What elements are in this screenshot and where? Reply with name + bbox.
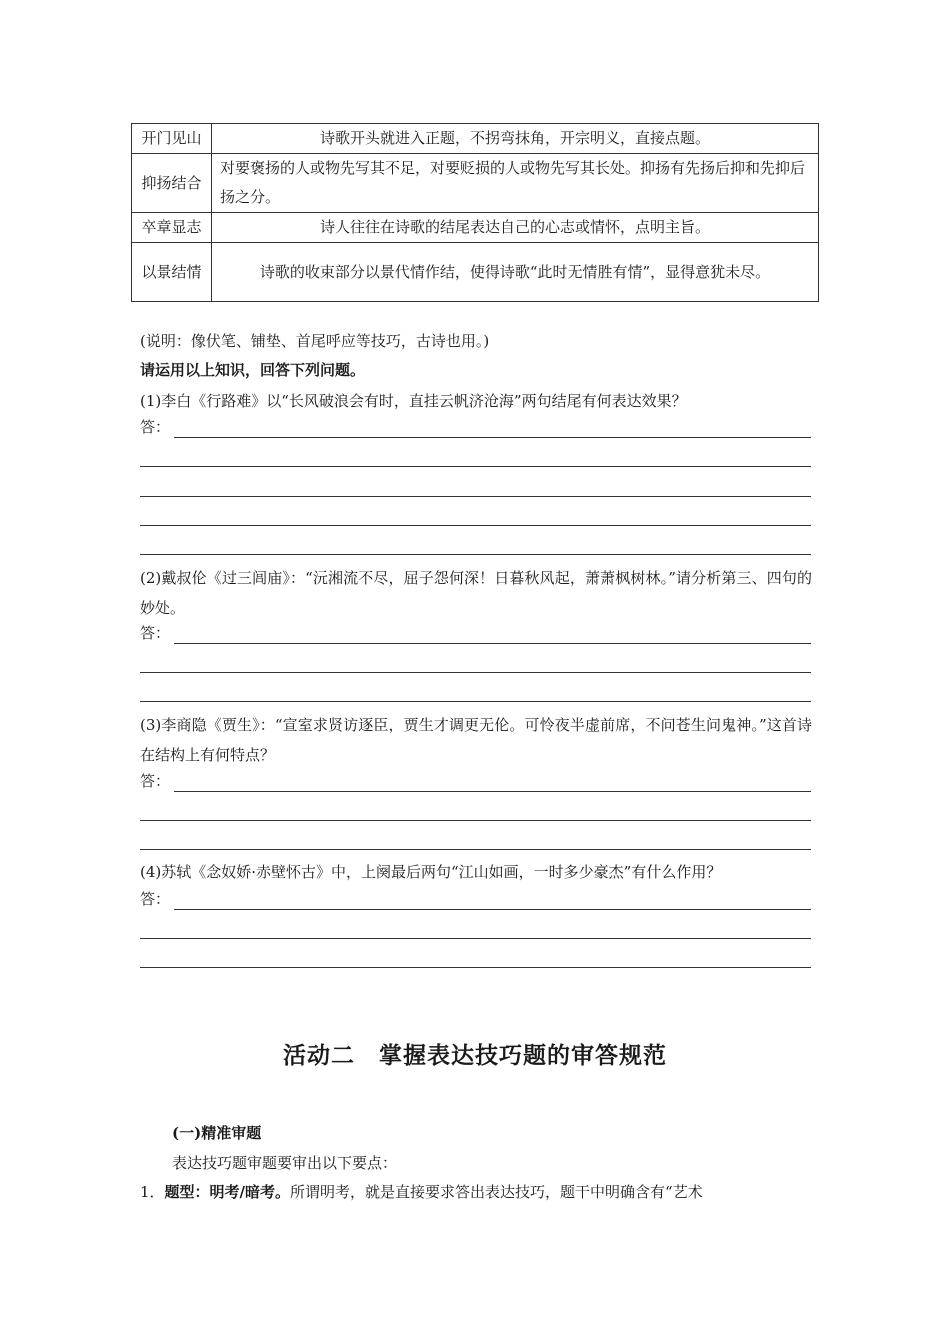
answer-line[interactable] xyxy=(140,849,811,850)
answer-4-first-line[interactable] xyxy=(140,888,811,910)
answer-line xyxy=(174,643,811,644)
point-1-number: 1． xyxy=(140,1183,165,1201)
point-1-paragraph xyxy=(140,1181,812,1203)
technique-name: 卒章显志 xyxy=(132,213,212,243)
answer-line[interactable] xyxy=(140,466,811,467)
technique-desc: 诗人往往在诗歌的结尾表达自己的心志或情怀，点明主旨。 xyxy=(212,213,819,243)
technique-desc: 诗歌开头就进入正题，不拐弯抹角，开宗明义，直接点题。 xyxy=(212,124,819,154)
answer-line xyxy=(174,437,811,438)
question-2: (2)戴叔伦《过三闾庙》：“沅湘流不尽，屈子怨何深！日暮秋风起，萧萧枫树林。”请分析第三、四句的妙处。 xyxy=(140,569,812,617)
answer-line[interactable] xyxy=(140,525,811,526)
technique-desc: 诗歌的收束部分以景代情作结，使得诗歌“此时无情胜有情”，显得意犹未尽。 xyxy=(212,243,819,302)
point-1-text: 所谓明考，就是直接要求答出表达技巧，题干中明确含有“艺术 xyxy=(290,1183,703,1201)
technique-name: 抑扬结合 xyxy=(132,154,212,213)
question-4: (4)苏轼《念奴娇·赤壁怀古》中，上阕最后两句“江山如画，一时多少豪杰”有什么作用？ xyxy=(140,863,722,881)
instruction-text: 请运用以上知识，回答下列问题。 xyxy=(140,361,366,379)
section-title: 活动二 掌握表达技巧题的审答规范 xyxy=(283,1042,667,1069)
question-3: (3)李商隐《贾生》：“宣室求贤访逐臣，贾生才调更无伦。可怜夜半虚前席，不问苍生问鬼神。”这首诗在结构上有何特点？ xyxy=(140,716,812,764)
question-1: (1)李白《行路难》以“长风破浪会有时，直挂云帆济沧海”两句结尾有何表达效果？ xyxy=(140,392,687,410)
answer-label: 答： xyxy=(140,624,171,642)
answer-line[interactable] xyxy=(140,672,811,673)
subsection-heading: (一)精准审题 xyxy=(172,1124,262,1142)
answer-line[interactable] xyxy=(140,496,811,497)
technique-desc: 对要褒扬的人或物先写其不足，对要贬损的人或物先写其长处。抑扬有先扬后抑和先抑后扬之分。 xyxy=(212,154,819,213)
note-text: (说明：像伏笔、铺垫、首尾呼应等技巧，古诗也用。) xyxy=(140,332,490,350)
answer-1-first-line[interactable] xyxy=(140,416,811,438)
table-row xyxy=(132,124,819,154)
answer-2-first-line[interactable] xyxy=(140,622,811,644)
answer-line[interactable] xyxy=(140,820,811,821)
answer-line[interactable] xyxy=(140,967,811,968)
technique-name: 开门见山 xyxy=(132,124,212,154)
technique-name: 以景结情 xyxy=(132,243,212,302)
table-row xyxy=(132,154,819,213)
answer-line[interactable] xyxy=(140,554,811,555)
answer-label: 答： xyxy=(140,418,171,436)
table-row xyxy=(132,213,819,243)
table-row xyxy=(132,243,819,302)
answer-line xyxy=(174,791,811,792)
answer-3-first-line[interactable] xyxy=(140,770,811,792)
intro-paragraph: 表达技巧题审题要审出以下要点： xyxy=(172,1154,398,1172)
answer-line[interactable] xyxy=(140,938,811,939)
answer-label: 答： xyxy=(140,890,171,908)
point-1-bold-label: 题型：明考/暗考。 xyxy=(164,1183,291,1201)
techniques-table xyxy=(131,123,819,302)
answer-line xyxy=(174,909,811,910)
answer-label: 答： xyxy=(140,772,171,790)
answer-line[interactable] xyxy=(140,701,811,702)
